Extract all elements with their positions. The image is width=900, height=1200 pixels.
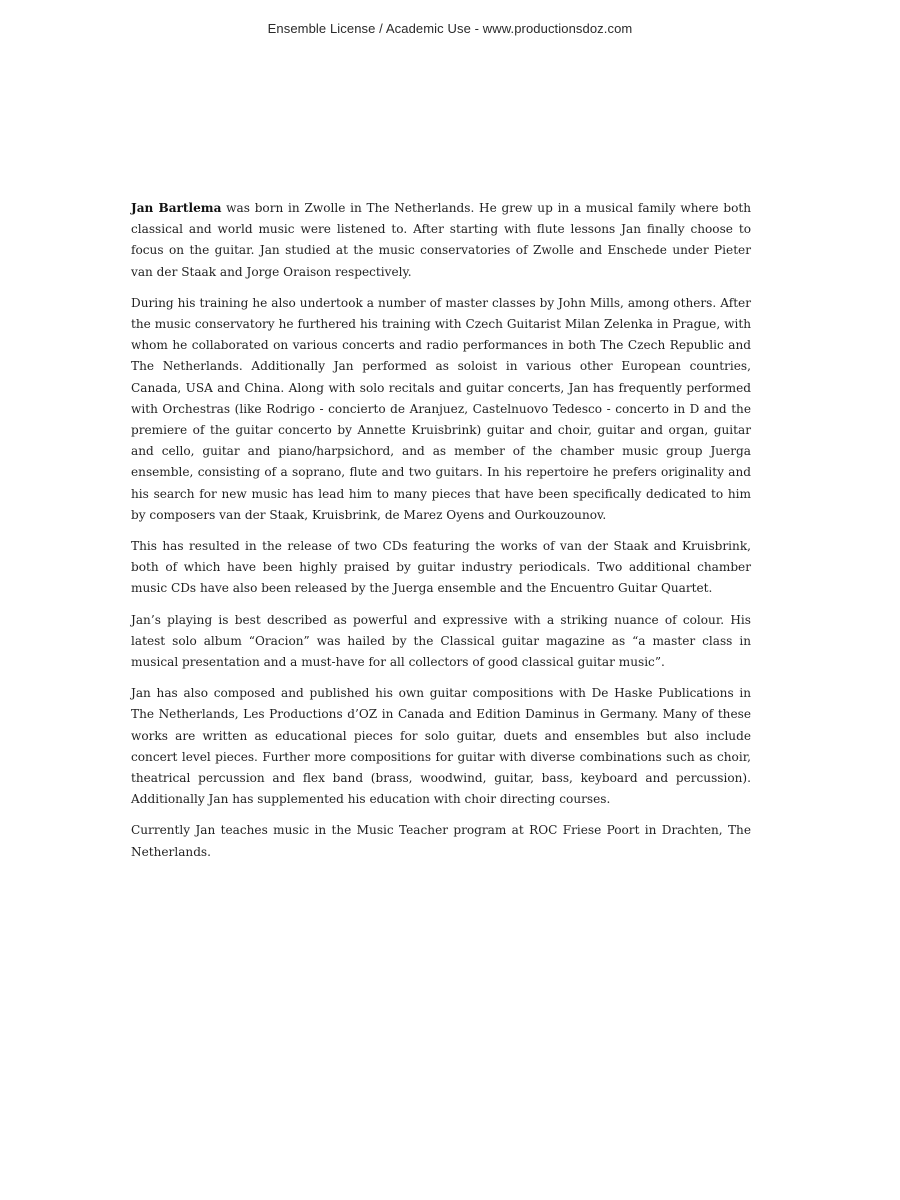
bio-paragraph-4: Jan’s playing is best described as powerful and expressive with a striking nuance of colour. His latest solo album “Oracion” was hailed by the Classical guitar magazine as “a master class in musical presentation and a must-have for all collectors of good classical guitar music”. — [131, 612, 751, 670]
license-header: Ensemble License / Academic Use - www.productionsdoz.com — [267, 21, 633, 36]
bio-paragraph-3: This has resulted in the release of two CDs featuring the works of van der Staak and Kruisbrink, both of which have been highly praised by guitar industry periodicals. Two additional chamber music CDs have also been released by the Juerga ensemble and the Encuentro Guitar Quartet. — [131, 539, 751, 596]
bio-paragraph-5: Jan has also composed and published his own guitar compositions with De Haske Publications in The Netherlands, Les Productions d’OZ in Canada and Edition Daminus in Germany. Many of these works are written as educational pieces for solo guitar, duets and ensembles but also include concert level pieces. Further more compositions for guitar with diverse combinations such as choir, theatrical percussion and flex band (brass, woodwind, guitar, bass, keyboard and percussion). Additionally Jan has supplemented his education with choir directing courses. — [131, 686, 751, 807]
biography — [131, 198, 751, 873]
bio-paragraph-1 — [131, 198, 751, 283]
bio-paragraph-2: During his training he also undertook a number of master classes by John Mills, among others. After the music conservatory he furthered his training with Czech Guitarist Milan Zelenka in Prague, with whom he collaborated on various concerts and radio performances in both The Czech Republic and The Netherlands. Additionally Jan performed as soloist in various other European countries, Canada, USA and China. Along with solo recitals and guitar concerts, Jan has frequently performed with Orchestras (like Rodrigo - concierto de Aranjuez, Castelnuovo Tedesco - concerto in D and the premiere of the guitar concerto by Annette Kruisbrink) guitar and choir, guitar and organ, guitar and cello, guitar and piano/harpsichord, and as member of the chamber music group Juerga ensemble, consisting of a soprano, flute and two guitars. In his repertoire he prefers originality and his search for new music has lead him to many pieces that have been specifically dedicated to him by composers van der Staak, Kruisbrink, de Marez Oyens and Ourkouzounov. — [131, 295, 751, 522]
bio-paragraph-6: Currently Jan teaches music in the Music Teacher program at ROC Friese Poort in Drachten, The Netherlands. — [131, 823, 751, 859]
artist-name: Jan Bartlema — [131, 201, 222, 215]
bio-paragraph-1-text: was born in Zwolle in The Netherlands. He grew up in a musical family where both classical and world music were listened to. After starting with flute lessons Jan finally choose to focus on the guitar. Jan studied at the music conservatories of Zwolle and Enschede under Pieter van der Staak and Jorge Oraison respectively. — [131, 201, 752, 279]
